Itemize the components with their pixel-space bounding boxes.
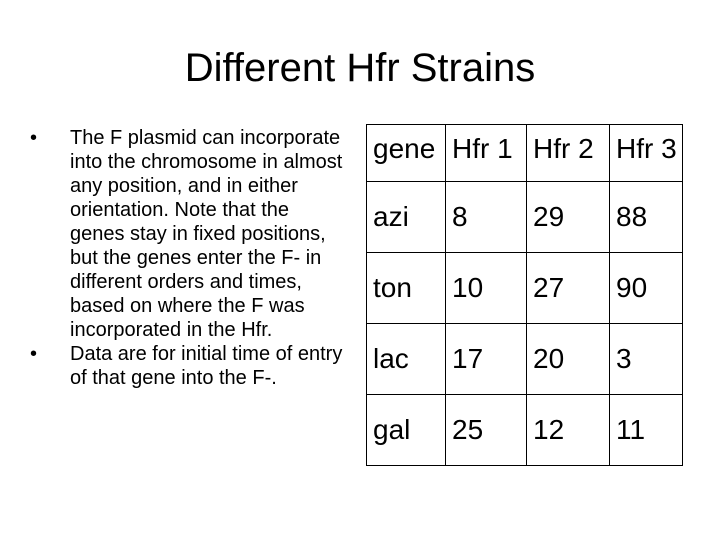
table-cell: 10 bbox=[446, 253, 527, 324]
bullet-text: The F plasmid can incorporate into the chromosome in almost any position, and in either orientation. Note that the genes stay in fixed positions, but the genes enter the F- in different orders and times, based on where the F was incorporated in the Hfr. bbox=[70, 127, 343, 341]
gene-entry-table bbox=[366, 124, 683, 466]
table-cell: ton bbox=[367, 253, 446, 324]
bullet-list bbox=[30, 126, 348, 390]
bullet-text: Data are for initial time of entry of that gene into the F-. bbox=[70, 343, 343, 389]
table-cell: 11 bbox=[610, 395, 683, 466]
table-cell: 29 bbox=[527, 182, 610, 253]
table-header-row bbox=[367, 125, 683, 182]
table-cell: 27 bbox=[527, 253, 610, 324]
table-header-cell: Hfr 3 bbox=[610, 125, 683, 182]
table-row bbox=[367, 324, 683, 395]
table-cell: 8 bbox=[446, 182, 527, 253]
table-row bbox=[367, 253, 683, 324]
table-cell: azi bbox=[367, 182, 446, 253]
table-cell: lac bbox=[367, 324, 446, 395]
bullet-marker: • bbox=[30, 343, 38, 365]
table-cell: 3 bbox=[610, 324, 683, 395]
bullet-item bbox=[30, 126, 348, 342]
table-header-cell: Hfr 2 bbox=[527, 125, 610, 182]
table-row bbox=[367, 182, 683, 253]
bullet-marker: • bbox=[30, 127, 38, 149]
bullet-item bbox=[30, 342, 348, 390]
table-cell: 12 bbox=[527, 395, 610, 466]
table-header-cell: gene bbox=[367, 125, 446, 182]
table-cell: 25 bbox=[446, 395, 527, 466]
table-row bbox=[367, 395, 683, 466]
table-cell: gal bbox=[367, 395, 446, 466]
table-header-cell: Hfr 1 bbox=[446, 125, 527, 182]
table-cell: 88 bbox=[610, 182, 683, 253]
slide-title: Different Hfr Strains bbox=[184, 46, 536, 90]
table-cell: 17 bbox=[446, 324, 527, 395]
table-cell: 90 bbox=[610, 253, 683, 324]
table-cell: 20 bbox=[527, 324, 610, 395]
